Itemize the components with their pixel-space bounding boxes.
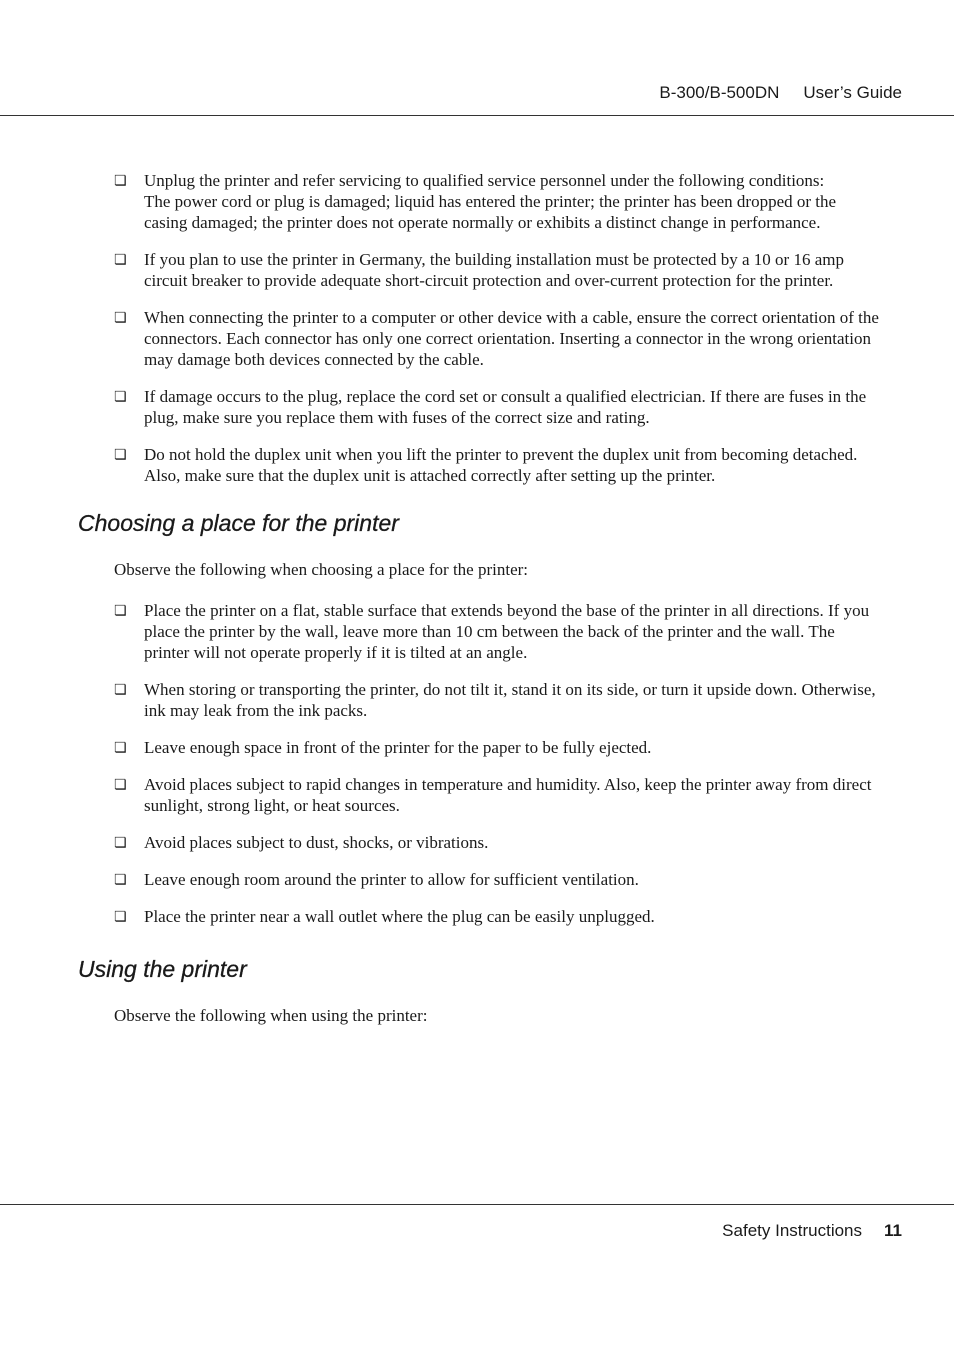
header-product: B-300/B-500DN — [659, 83, 780, 102]
page-body — [78, 170, 880, 1026]
bullet-checkbox-icon: ❏ — [114, 909, 127, 925]
section-choosing-place — [78, 510, 880, 927]
list-item: ❏ Leave enough room around the printer to allow for sufficient ventilation. — [114, 870, 639, 889]
list-item: ❏ Avoid places subject to dust, shocks, or vibrations. — [114, 833, 489, 852]
footer-section-title: Safety Instructions — [722, 1221, 863, 1240]
bullet-checkbox-icon: ❏ — [114, 447, 127, 463]
section-using-printer — [78, 956, 880, 1026]
bullet-checkbox-icon: ❏ — [114, 682, 127, 698]
bullet-checkbox-icon: ❏ — [114, 310, 127, 326]
bullet-checkbox-icon: ❏ — [114, 777, 127, 793]
page-header — [659, 83, 902, 103]
page-footer — [722, 1221, 902, 1241]
list-item: ❏ If you plan to use the printer in Germany, the building installation must be protected by a 10 or 16 amp circuit breaker to provide adequate short-circuit protection and over-current protection for the printer. — [114, 250, 844, 290]
list-item: ❏ Avoid places subject to rapid changes in temperature and humidity. Also, keep the printer away from direct sunlight, strong light, or heat sources. — [114, 775, 872, 815]
bullet-checkbox-icon: ❏ — [114, 252, 127, 268]
bullet-checkbox-icon: ❏ — [114, 389, 127, 405]
bullet-checkbox-icon: ❏ — [114, 740, 127, 756]
footer-rule — [0, 1204, 954, 1205]
section-intro: Observe the following when choosing a place for the printer: — [114, 560, 529, 579]
list-item: ❏ If damage occurs to the plug, replace the cord set or consult a qualified electrician. If there are fuses in the plug, make sure you replace them with fuses of the correct size and rating. — [114, 387, 867, 427]
safety-bullet-list — [114, 170, 880, 486]
bullet-checkbox-icon: ❏ — [114, 173, 127, 189]
list-item: ❏ Do not hold the duplex unit when you lift the printer to prevent the duplex unit from becoming detached. Also, make sure that the duplex unit is attached correctly after setting up the printer. — [114, 445, 858, 485]
section-intro: Observe the following when using the printer: — [114, 1006, 428, 1025]
bullet-checkbox-icon: ❏ — [114, 835, 127, 851]
bullet-checkbox-icon: ❏ — [114, 872, 127, 888]
placement-bullet-list — [114, 600, 880, 927]
list-item-detail: The power cord or plug is damaged; liquid has entered the printer; the printer has been dropped or the casing damaged; the printer does not operate normally or exhibits a distinct change in performance. — [144, 192, 837, 232]
section-heading: Using the printer — [78, 956, 247, 982]
page-number: 11 — [884, 1221, 902, 1240]
header-guide-title: User’s Guide — [803, 83, 902, 102]
list-item: ❏ Place the printer on a flat, stable surface that extends beyond the base of the printer in all directions. If you place the printer by the wall, leave more than 10 cm between the back of the printer and the wall. The printer will not operate properly if it is tilted at an angle. — [114, 601, 870, 662]
section-heading: Choosing a place for the printer — [78, 510, 399, 536]
list-item: ❏ Leave enough space in front of the printer for the paper to be fully ejected. — [114, 738, 652, 757]
bullet-checkbox-icon: ❏ — [114, 603, 127, 619]
list-item: ❏ Unplug the printer and refer servicing to qualified service personnel under the following conditions: The power cord or plug is damaged; liquid has entered the printer; the printer has been dropped or the casing damaged; the printer does not operate normally or exhibits a distinct change in performance. — [114, 170, 880, 233]
list-item: ❏ Place the printer near a wall outlet where the plug can be easily unplugged. — [114, 907, 655, 926]
header-rule — [0, 115, 954, 116]
list-item: ❏ When storing or transporting the printer, do not tilt it, stand it on its side, or turn it upside down. Otherwise, ink may leak from the ink packs. — [114, 680, 876, 720]
list-item: ❏ When connecting the printer to a computer or other device with a cable, ensure the correct orientation of the connectors. Each connector has only one correct orientation. Inserting a connector in the wrong orientation may damage both devices connected by the cable. — [114, 308, 879, 369]
